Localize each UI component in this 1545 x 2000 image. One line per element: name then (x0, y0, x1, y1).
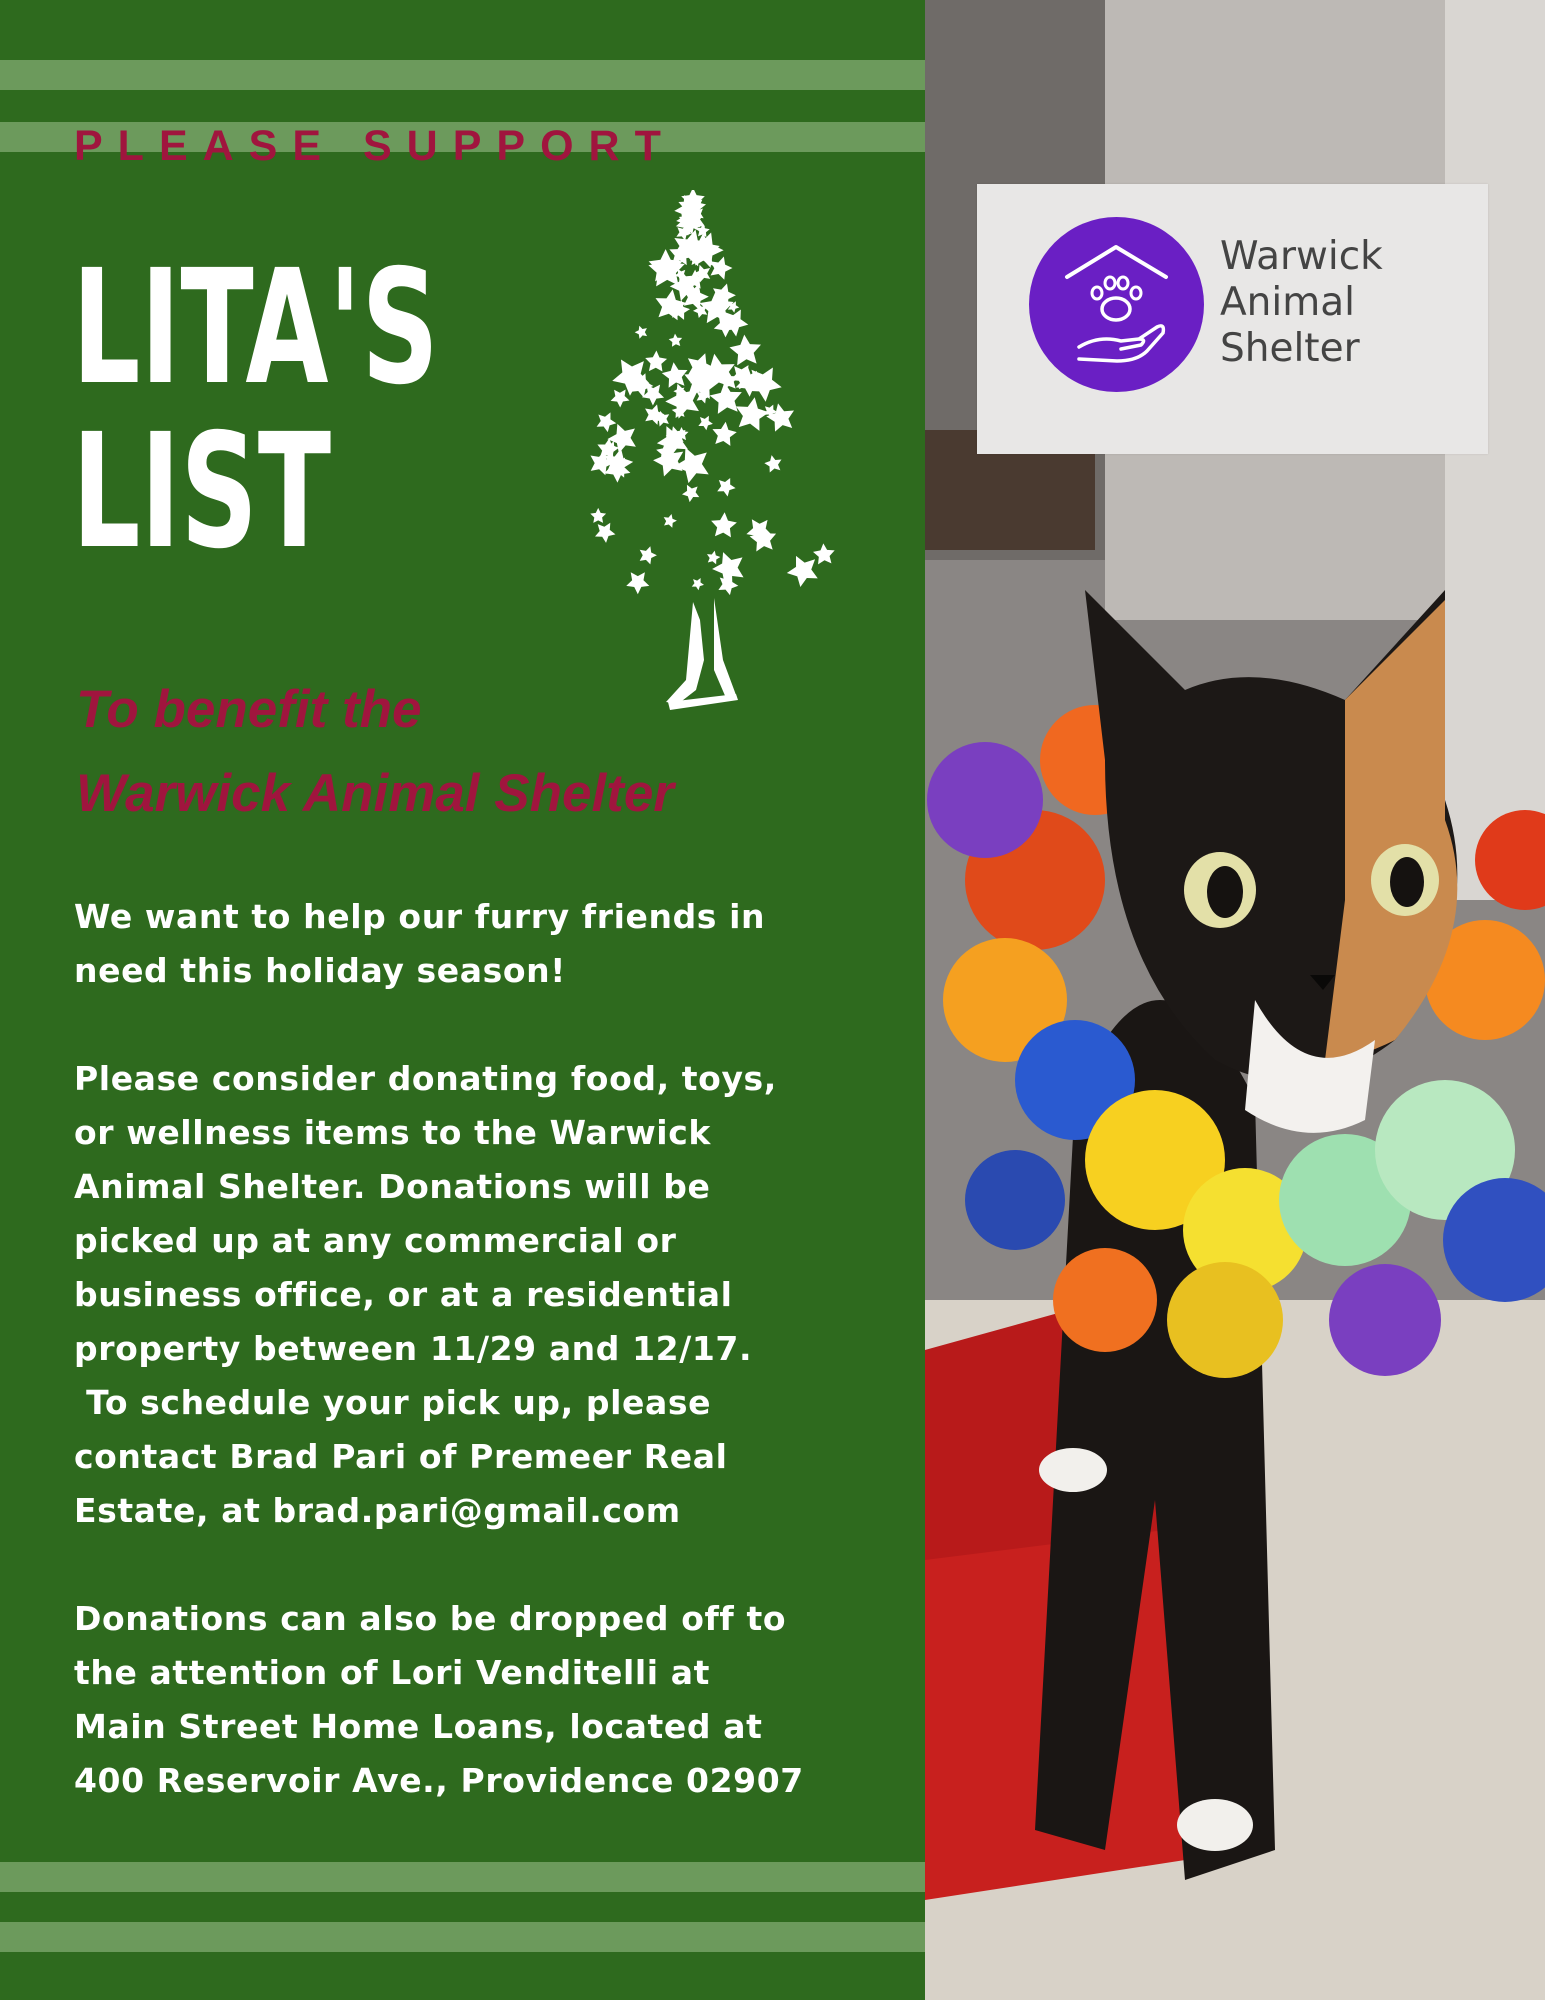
logo-text-line-3: Shelter (1220, 326, 1360, 371)
logo-badge (1029, 217, 1204, 392)
tree-star (623, 566, 654, 597)
tree-star (668, 332, 685, 349)
body-line: business office, or at a residential (74, 1275, 733, 1314)
tree-star (633, 323, 651, 341)
tree-star (593, 408, 619, 434)
paw-house-hand-icon (1029, 217, 1204, 392)
body-line: Main Street Home Loans, located at (74, 1707, 763, 1746)
flyer-body (74, 890, 904, 1862)
body-line: picked up at any commercial or (74, 1221, 677, 1260)
tree-star (662, 512, 679, 528)
tree-star (711, 420, 738, 446)
body-paragraph-1 (74, 890, 904, 998)
tree-star (636, 543, 658, 565)
tree-star (690, 575, 706, 591)
body-paragraph-2 (74, 1052, 904, 1538)
please-support-kicker: PLEASE SUPPORT (74, 122, 676, 170)
tree-star (764, 398, 802, 436)
body-line: contact Brad Pari of Premeer Real (74, 1437, 728, 1476)
body-line: Please consider donating food, toys, (74, 1059, 777, 1098)
body-line: Animal Shelter. Donations will be (74, 1167, 711, 1206)
body-line: Estate, at brad.pari@gmail.com (74, 1491, 681, 1530)
tree-star (705, 549, 721, 565)
tree-star (714, 474, 739, 498)
subtitle-line-2: Warwick Animal Shelter (76, 764, 674, 823)
body-line: Donations can also be dropped off to (74, 1599, 787, 1638)
tree-star (592, 518, 620, 545)
logo-text-line-1: Warwick (1220, 234, 1383, 279)
body-line: or wellness items to the Warwick (74, 1113, 711, 1152)
tree-star (710, 511, 737, 537)
body-line: To schedule your pick up, please (74, 1383, 712, 1422)
logo-wordmark (1220, 234, 1383, 372)
star-christmas-tree-icon (518, 190, 868, 720)
body-line: need this holiday season! (74, 951, 566, 990)
flyer-title (72, 236, 439, 584)
warwick-animal-shelter-logo (977, 184, 1488, 454)
top-stripe-1 (0, 60, 925, 90)
tree-star (645, 350, 668, 372)
tree-star (590, 508, 606, 523)
body-line: 400 Reservoir Ave., Providence 02907 (74, 1761, 804, 1800)
tree-star (763, 452, 786, 475)
subtitle-line-1: To benefit the (76, 680, 422, 739)
bottom-stripe-2 (0, 1922, 925, 1952)
tree-star (811, 540, 838, 568)
bottom-stripe-1 (0, 1862, 925, 1892)
tree-star (696, 412, 715, 431)
flyer-subtitle (76, 668, 674, 836)
logo-text-line-2: Animal (1220, 280, 1355, 325)
title-line-2: LIST (72, 400, 332, 584)
title-line-1: LITA'S (72, 236, 439, 420)
tree-star (680, 480, 704, 504)
body-line: the attention of Lori Venditelli at (74, 1653, 711, 1692)
body-paragraph-3 (74, 1592, 904, 1808)
body-line: property between 11/29 and 12/17. (74, 1329, 753, 1368)
body-line: We want to help our furry friends in (74, 897, 766, 936)
